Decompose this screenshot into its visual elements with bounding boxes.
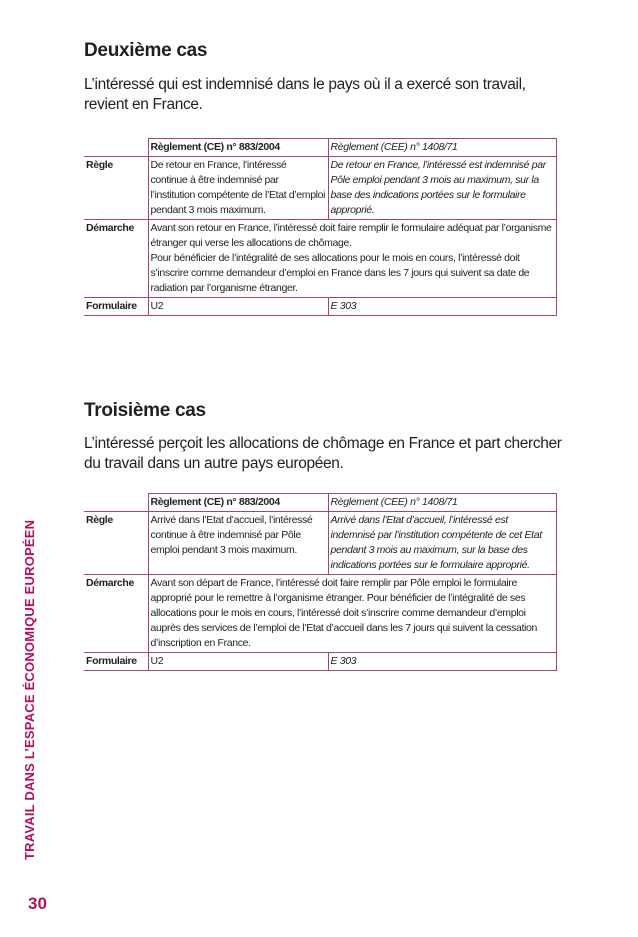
formulaire-cee-1408: E 303 <box>328 653 556 671</box>
table-row-formulaire <box>84 653 556 671</box>
demarche-text-part-2: Pour bénéficier de l’intégralité de ses allocations pour le mois en cours, l’intéressé doit s’inscrire comme demandeur d’emploi en France dans les 7 jours qui suivent sa date de radiation par l’organisme étranger. <box>150 252 530 294</box>
table-row-regle <box>84 157 556 220</box>
regle-cee-1408-text: De retour en France, l’intéressé est indemnisé par Pôle emploi pendant 3 mois au maximum, sur la base des indications portées sur le formulaire approprié. <box>328 157 556 220</box>
page-number: 30 <box>28 894 47 913</box>
section-title-deuxieme-cas: Deuxième cas <box>84 40 208 61</box>
regle-cee-1408-text: Arrivé dans l’Etat d’accueil, l’intéressé est indemnisé par l’institution compétente de cet Etat pendant 3 mois au maximum, sur la base des indications portées sur le formulaire approprié. <box>328 512 556 575</box>
table-header-row <box>84 139 556 157</box>
demarche-text <box>148 220 556 298</box>
row-label-regle: Règle <box>84 512 148 575</box>
formulaire-ce-883: U2 <box>148 653 328 671</box>
rules-table-troisieme-cas <box>84 493 557 671</box>
table-row-formulaire <box>84 298 556 316</box>
section-intro-deuxieme-cas: L’intéressé qui est indemnisé dans le pays où il a exercé son travail, revient en France. <box>84 76 526 113</box>
side-title: TRAVAIL DANS L’ESPACE ÉCONOMIQUE EUROPÉEN <box>22 519 37 860</box>
rules-table-deuxieme-cas <box>84 138 557 316</box>
row-label-formulaire: Formulaire <box>84 653 148 671</box>
section-intro-troisieme-cas: L’intéressé perçoit les allocations de chômage en France et part chercher du travail dans un autre pays européen. <box>84 435 562 472</box>
column-header-ce-883: Règlement (CE) n° 883/2004 <box>148 139 328 157</box>
table-row-demarche <box>84 575 556 653</box>
regle-ce-883-text: Arrivé dans l’Etat d’accueil, l’intéressé continue à être indemnisé par Pôle emploi pendant 3 mois maximum. <box>148 512 328 575</box>
table-header-row <box>84 494 556 512</box>
row-label-demarche: Démarche <box>84 220 148 298</box>
row-label-regle: Règle <box>84 157 148 220</box>
section-title-troisieme-cas: Troisième cas <box>84 400 206 421</box>
row-label-formulaire: Formulaire <box>84 298 148 316</box>
column-header-cee-1408: Règlement (CEE) n° 1408/71 <box>328 139 556 157</box>
column-header-cee-1408: Règlement (CEE) n° 1408/71 <box>328 494 556 512</box>
table-row-regle <box>84 512 556 575</box>
demarche-text-part-1: Avant son retour en France, l’intéressé doit faire remplir le formulaire adéquat par l’organisme étranger qui verse les allocations de chômage. <box>150 222 552 249</box>
formulaire-ce-883: U2 <box>148 298 328 316</box>
table-corner-cell <box>84 494 148 512</box>
column-header-ce-883: Règlement (CE) n° 883/2004 <box>148 494 328 512</box>
row-label-demarche: Démarche <box>84 575 148 653</box>
table-row-demarche <box>84 220 556 298</box>
regle-ce-883-text: De retour en France, l’intéressé continue à être indemnisé par l’institution compétente de l’Etat d’emploi pendant 3 mois maximum. <box>148 157 328 220</box>
table-corner-cell <box>84 139 148 157</box>
formulaire-cee-1408: E 303 <box>328 298 556 316</box>
demarche-text-part-1: Avant son départ de France, l’intéressé doit faire remplir par Pôle emploi le formulaire approprié pour le remettre à l’organisme étranger. Pour bénéficier de l’intégralité de ses allocations pour le mois en cours, l’intéressé doit s’inscrire comme demandeur d’emploi auprès des services de l’emploi de l’Etat d’accueil dans les 7 jours qui suivent la cessation d’inscription en France. <box>150 577 538 649</box>
demarche-text <box>148 575 556 653</box>
